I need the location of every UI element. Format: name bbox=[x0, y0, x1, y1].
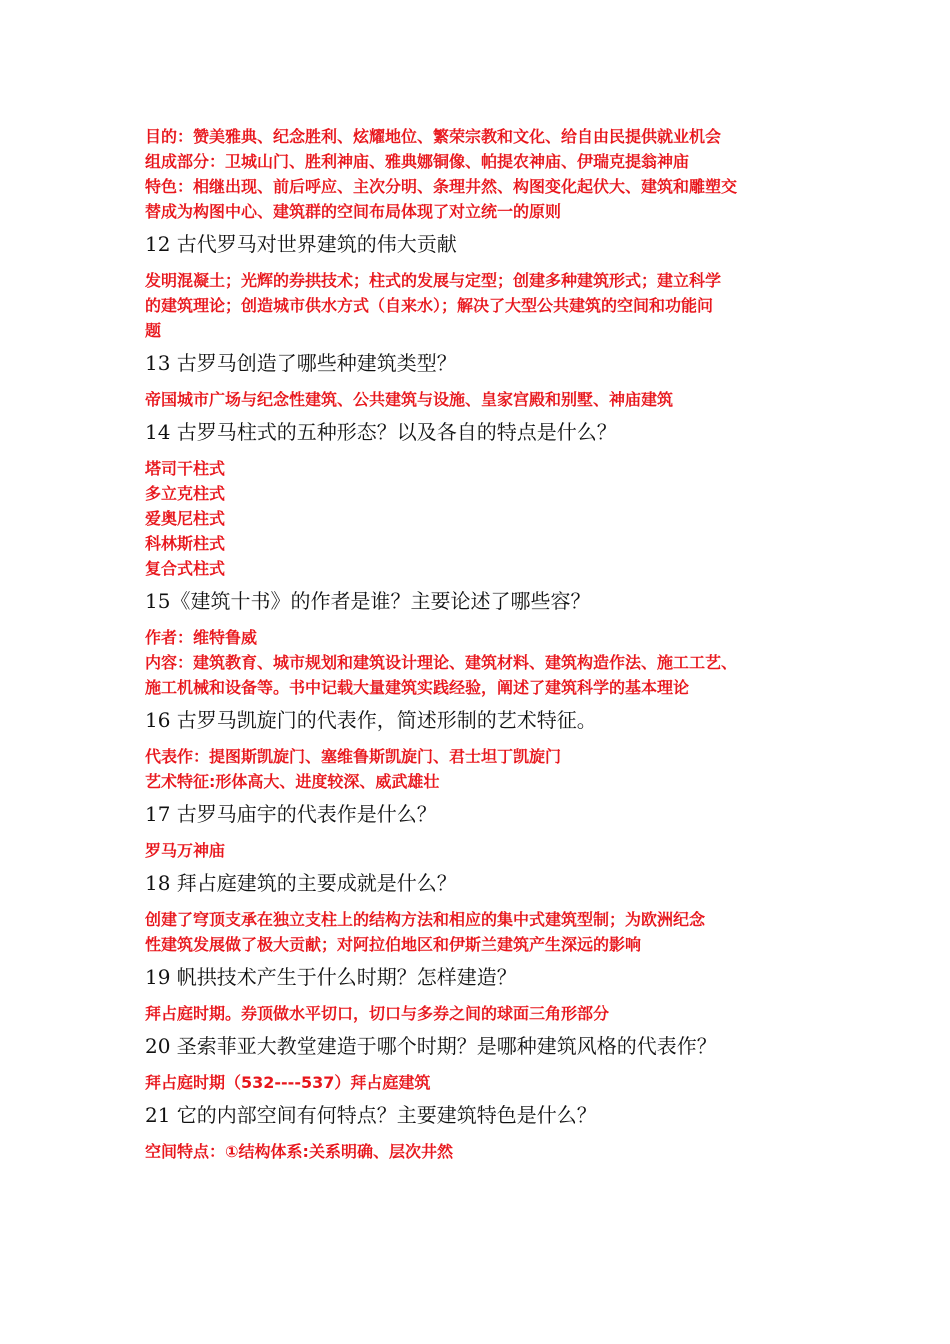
answer-line: 罗马万神庙 bbox=[145, 841, 226, 860]
answer-line: 性建筑发展做了极大贡献；对阿拉伯地区和伊斯兰建筑产生深远的影响 bbox=[145, 935, 642, 954]
answer-line: 发明混凝土；光辉的券拱技术；柱式的发展与定型；创建多种建筑形式；建立科学 bbox=[145, 271, 722, 290]
answer-line: 题 bbox=[145, 321, 162, 340]
question-heading: 20 圣索菲亚大教堂建造于哪个时期？是哪种建筑风格的代表作？ bbox=[145, 1034, 717, 1058]
answer-block bbox=[145, 907, 835, 957]
answer-line: 目的：赞美雅典、纪念胜利、炫耀地位、繁荣宗教和文化、给自由民提供就业机会 bbox=[145, 127, 722, 146]
question-heading: 15《建筑十书》的作者是谁？主要论述了哪些容？ bbox=[145, 589, 591, 613]
answer-block bbox=[145, 838, 835, 863]
answer-line: 作者：维特鲁威 bbox=[145, 628, 258, 647]
answer-block bbox=[145, 1001, 835, 1026]
answer-line: 替成为构图中心、建筑群的空间布局体现了对立统一的原则 bbox=[145, 202, 562, 221]
answer-line: 复合式柱式 bbox=[145, 559, 226, 578]
answer-block bbox=[145, 268, 835, 343]
answer-block bbox=[145, 124, 835, 224]
question-heading: 16 古罗马凯旋门的代表作，简述形制的艺术特征。 bbox=[145, 708, 597, 732]
answer-line: 拜占庭时期。券顶做水平切口，切口与多券之间的球面三角形部分 bbox=[145, 1004, 610, 1023]
answer-line: 施工机械和设备等。书中记载大量建筑实践经验，阐述了建筑科学的基本理论 bbox=[145, 678, 690, 697]
question-heading: 14 古罗马柱式的五种形态？以及各自的特点是什么？ bbox=[145, 420, 617, 444]
question-heading: 17 古罗马庙宇的代表作是什么？ bbox=[145, 802, 437, 826]
answer-line: 特色：相继出现、前后呼应、主次分明、条理井然、构图变化起伏大、建筑和雕塑交 bbox=[145, 177, 738, 196]
answer-line: 空间特点：①结构体系:关系明确、层次井然 bbox=[145, 1142, 453, 1161]
question-heading: 12 古代罗马对世界建筑的伟大贡献 bbox=[145, 232, 457, 256]
question-heading: 21 它的内部空间有何特点？主要建筑特色是什么？ bbox=[145, 1103, 597, 1127]
question-heading: 13 古罗马创造了哪些种建筑类型？ bbox=[145, 351, 457, 375]
answer-block bbox=[145, 387, 835, 412]
answer-line: 塔司干柱式 bbox=[145, 459, 226, 478]
answer-block bbox=[145, 1070, 835, 1095]
answer-line: 创建了穹顶支承在独立支柱上的结构方法和相应的集中式建筑型制；为欧洲纪念 bbox=[145, 910, 706, 929]
answer-block bbox=[145, 744, 835, 794]
answer-line: 内容：建筑教育、城市规划和建筑设计理论、建筑材料、建筑构造作法、施工工艺、 bbox=[145, 653, 738, 672]
answer-line: 代表作：提图斯凯旋门、塞维鲁斯凯旋门、君士坦丁凯旋门 bbox=[145, 747, 562, 766]
answer-line: 多立克柱式 bbox=[145, 484, 226, 503]
question-heading: 19 帆拱技术产生于什么时期？怎样建造？ bbox=[145, 965, 517, 989]
answer-block bbox=[145, 625, 835, 700]
answer-line: 拜占庭时期（532----537）拜占庭建筑 bbox=[145, 1073, 431, 1092]
answer-line: 的建筑理论；创造城市供水方式（自来水）；解决了大型公共建筑的空间和功能问 bbox=[145, 296, 714, 315]
answer-block bbox=[145, 456, 835, 581]
answer-block bbox=[145, 1139, 835, 1164]
answer-line: 爱奥尼柱式 bbox=[145, 509, 226, 528]
answer-line: 艺术特征:形体高大、进度较深、威武雄壮 bbox=[145, 772, 440, 791]
answer-line: 组成部分：卫城山门、胜利神庙、雅典娜铜像、帕提农神庙、伊瑞克提翁神庙 bbox=[145, 152, 690, 171]
question-heading: 18 拜占庭建筑的主要成就是什么？ bbox=[145, 871, 457, 895]
answer-line: 帝国城市广场与纪念性建筑、公共建筑与设施、皇家宫殿和别墅、神庙建筑 bbox=[145, 390, 674, 409]
document-page bbox=[145, 124, 835, 1170]
answer-line: 科林斯柱式 bbox=[145, 534, 226, 553]
